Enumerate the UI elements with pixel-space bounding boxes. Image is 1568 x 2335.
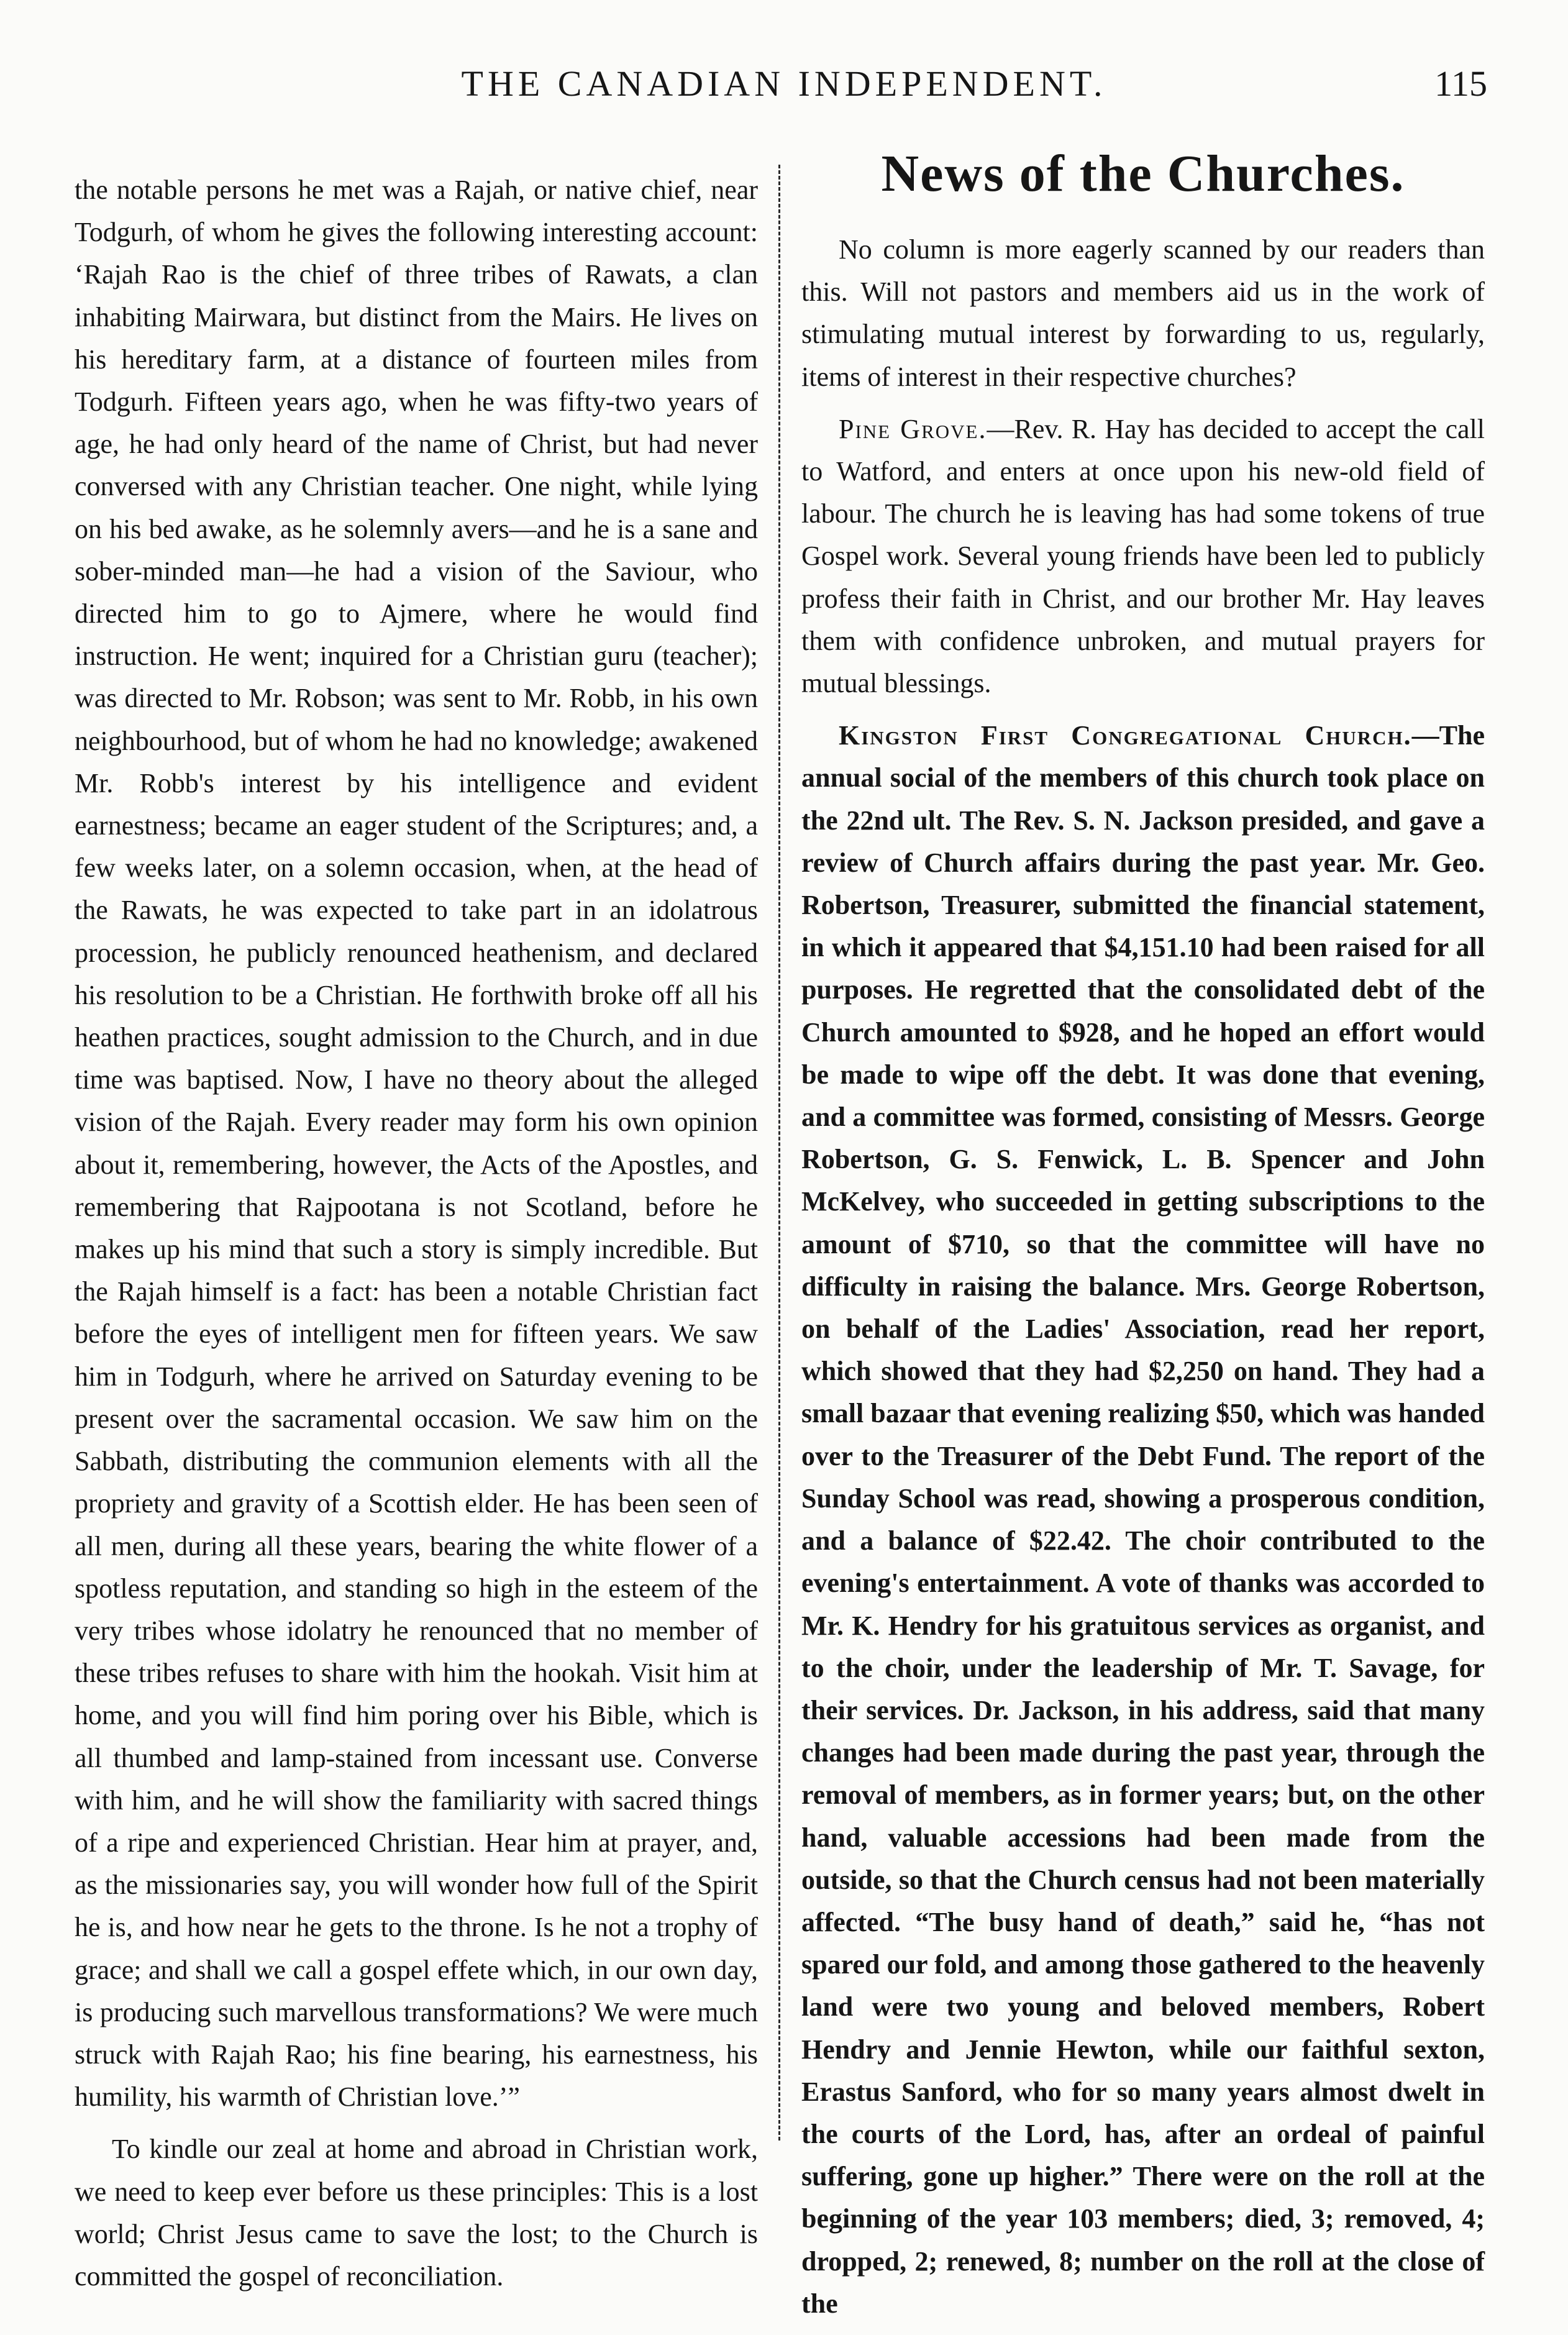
page-header	[0, 59, 1568, 115]
news-item-pine-grove	[801, 408, 1485, 705]
page-number: 115	[1434, 63, 1487, 104]
article-closing-paragraph: To kindle our zeal at home and abroad in Christian work, we need to keep ever before us these principles: This is a lost world; Christ Jesus came to save the lost; to the Church is committed the gospel of reconciliation.	[75, 2134, 758, 2292]
news-item-lead: Kingston First Congregational Church.	[839, 720, 1412, 751]
section-heading: News of the Churches.	[881, 145, 1405, 203]
section-intro: No column is more eagerly scanned by our readers than this. Will not pastors and members aid us in the work of stimulating mutual interest by forwarding to us, regularly, items of interest in their respective churches?	[801, 234, 1485, 392]
news-item-text: —The annual social of the members of this church took place on the 22nd ult. The Rev. S. N. Jackson presided, and gave a review of Church affairs during the past year. Mr. Geo. Robertson, Treasurer, submitted the financial statement, in which it appeared that $4,151.10 had been raised for all purposes. He regretted that the consolidated debt of the Church amounted to $928, and he hoped an effort would be made to wipe off the debt. It was done that evening, and a committee was formed, consisting of Messrs. George Robertson, G. S. Fenwick, L. B. Spencer and John McKelvey, who succeeded in getting subscriptions to the amount of $710, so that the committee will have no difficulty in raising the balance. Mrs. George Robertson, on behalf of the Ladies' Association, read her report, which showed that they had $2,250 on hand. They had a small bazaar that evening realizing $50, which was handed over to the Treasurer of the Debt Fund. The report of the Sunday School was read, showing a prosperous condition, and a balance of $22.42. The choir contributed to the evening's entertainment. A vote of thanks was accorded to Mr. K. Hendry for his gratuitous services as organist, and to the choir, under the leadership of Mr. T. Savage, for their services. Dr. Jackson, in his address, said that many changes had been made during the past year, through the removal of members, as in former years; but, on the other hand, valuable accessions had been made from the outside, so that the Church census had not been materially affected. “The busy hand of death,” said he, “has not spared our fold, and among those gathered to the heavenly land were two young and beloved members, Robert Hendry and Jennie Hewton, while our faithful sexton, Erastus Sanford, who for so many years almost dwelt in the courts of the Lord, has, after an ordeal of painful suffering, gone up higher.” There were on the roll at the beginning of the year 103 members; died, 3; removed, 4; dropped, 2; renewed, 8; number on the roll at the close of the	[801, 720, 1485, 2319]
column-divider	[778, 165, 780, 2141]
left-column	[75, 169, 758, 2308]
article-continuation: the notable persons he met was a Rajah, or native chief, near Todgurh, of whom he gives the following interesting account: ‘Rajah Rao is the chief of three tribes of Rawats, a clan inhabiting Mairwara, but distinct from the Mairs. He lives on his hereditary farm, at a distance of fourteen miles from Todgurh. Fifteen years ago, when he was fifty-two years of age, he had only heard of the name of Christ, but had never conversed with any Christian teacher. One night, while lying on his bed awake, as he solemnly avers—and he is a sane and sober-minded man—he had a vision of the Saviour, who directed him to go to Ajmere, where he would find instruction. He went; inquired for a Christian guru (teacher); was directed to Mr. Robson; was sent to Mr. Robb, in his own neighbourhood, but of whom he had no knowledge; awakened Mr. Robb's interest by his intelligence and evident earnestness; became an eager student of the Scriptures; and, a few weeks later, on a solemn occasion, when, at the head of the Rawats, he was expected to take part in an idolatrous procession, he publicly renounced heathenism, and declared his resolution to be a Christian. He forthwith broke off all his heathen practices, sought admission to the Church, and in due time was baptised. Now, I have no theory about the alleged vision of the Rajah. Every reader may form his own opinion about it, remembering, however, the Acts of the Apostles, and remembering that Rajpootana is not Scotland, before he makes up his mind that such a story is simply incredible. But the Rajah himself is a fact: has been a notable Christian fact before the eyes of intelligent men for fifteen years. We saw him in Todgurh, where he arrived on Saturday evening to be present over the sacramental occasion. We saw him on the Sabbath, distributing the communion elements with all the propriety and gravity of a Scottish elder. He has been seen of all men, during all these years, bearing the white flower of a spotless reputation, and standing so high in the esteem of the very tribes whose idolatry he renounced that no member of these tribes refuses to share with him the hookah. Visit him at home, and you will find him poring over his Bible, which is all thumbed and lamp-stained from incessant use. Converse with him, and he will show the familiarity with sacred things of a ripe and experienced Christian. Hear him at prayer, and, as the missionaries say, you will wonder how full of the Spirit he is, and how near he gets to the throne. Is he not a trophy of grace; and shall we call a gospel effete which, in our own day, is producing such marvellous transformations? We were much struck with Rajah Rao; his fine bearing, his earnestness, his humility, his warmth of Christian love.’”	[75, 175, 758, 2113]
news-item-lead: Pine Grove.	[839, 413, 987, 444]
news-item-kingston	[801, 715, 1485, 2325]
news-item-text: —Rev. R. Hay has decided to accept the call to Watford, and enters at once upon his new-old field of labour. The church he is leaving has had some tokens of true Gospel work. Several young friends have been led to publicly profess their faith in Christ, and our brother Mr. Hay leaves them with confidence unbroken, and mutual prayers for mutual blessings.	[801, 413, 1485, 699]
right-column	[801, 143, 1485, 2335]
running-title: THE CANADIAN INDEPENDENT.	[461, 63, 1107, 104]
